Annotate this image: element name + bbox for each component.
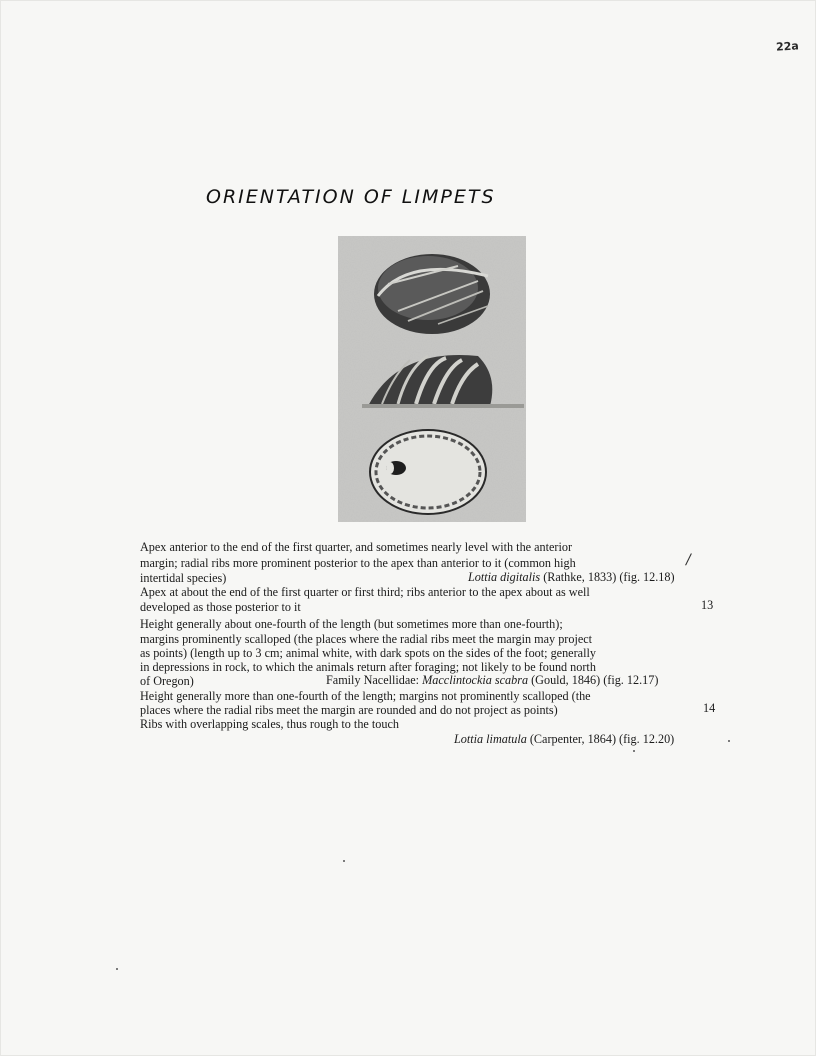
key-line: Apex at about the end of the first quarter or first third; ribs anterior to the apex about as well xyxy=(140,585,590,599)
key-line: Height generally more than one-fourth of the length; margins not prominently scalloped (the xyxy=(140,689,591,703)
identification-key xyxy=(140,540,730,750)
scan-speck xyxy=(116,968,118,970)
key-line: as points) (length up to 3 cm; animal white, with dark spots on the sides of the foot; generally xyxy=(140,646,596,660)
scan-speck xyxy=(343,860,345,862)
family-nacellidae-line xyxy=(326,673,658,687)
key-line: Ribs with overlapping scales, thus rough to the touch xyxy=(140,717,399,731)
key-line: places where the radial ribs meet the margin are rounded and do not project as points) xyxy=(140,703,558,717)
limpet-top-view xyxy=(374,254,490,334)
family-label: Family Nacellidae: xyxy=(326,673,423,687)
species-name: Lottia limatula xyxy=(454,732,527,746)
scan-speck xyxy=(633,750,635,752)
species-name: Macclintockia scabra xyxy=(422,673,529,687)
species-authority: (Carpenter, 1864) (fig. 12.20) xyxy=(526,732,675,746)
species-lottia-limatula xyxy=(454,732,674,746)
key-line: intertidal species) xyxy=(140,571,227,585)
scan-speck xyxy=(728,740,730,742)
key-line: Apex anterior to the end of the first quarter, and sometimes nearly level with the anterior xyxy=(140,540,573,554)
couplet-number: 13 xyxy=(701,598,714,612)
species-name: Lottia digitalis xyxy=(468,570,541,584)
limpet-ventral-view xyxy=(370,430,486,514)
key-line: margins prominently scalloped (the places where the radial ribs meet the margin may project xyxy=(140,632,593,646)
couplet-number: 14 xyxy=(703,701,716,715)
key-line: Height generally about one-fourth of the length (but sometimes more than one-fourth); xyxy=(140,617,563,631)
page-number: 22a xyxy=(775,39,800,54)
key-line: margin; radial ribs more prominent posterior to the apex than anterior to it (common high xyxy=(140,556,576,570)
limpet-photo xyxy=(338,236,526,522)
key-line: in depressions in rock, to which the animals return after foraging; not likely to be found north xyxy=(140,660,596,674)
handwritten-title: ORIENTATION OF LIMPETS xyxy=(206,186,496,208)
species-authority: (Gould, 1846) (fig. 12.17) xyxy=(528,673,659,687)
species-lottia-digitalis xyxy=(468,570,675,584)
key-line: of Oregon) xyxy=(140,674,194,688)
species-authority: (Rathke, 1833) (fig. 12.18) xyxy=(540,570,675,584)
key-line: developed as those posterior to it xyxy=(140,600,301,614)
handwritten-check-mark: / xyxy=(686,552,691,568)
